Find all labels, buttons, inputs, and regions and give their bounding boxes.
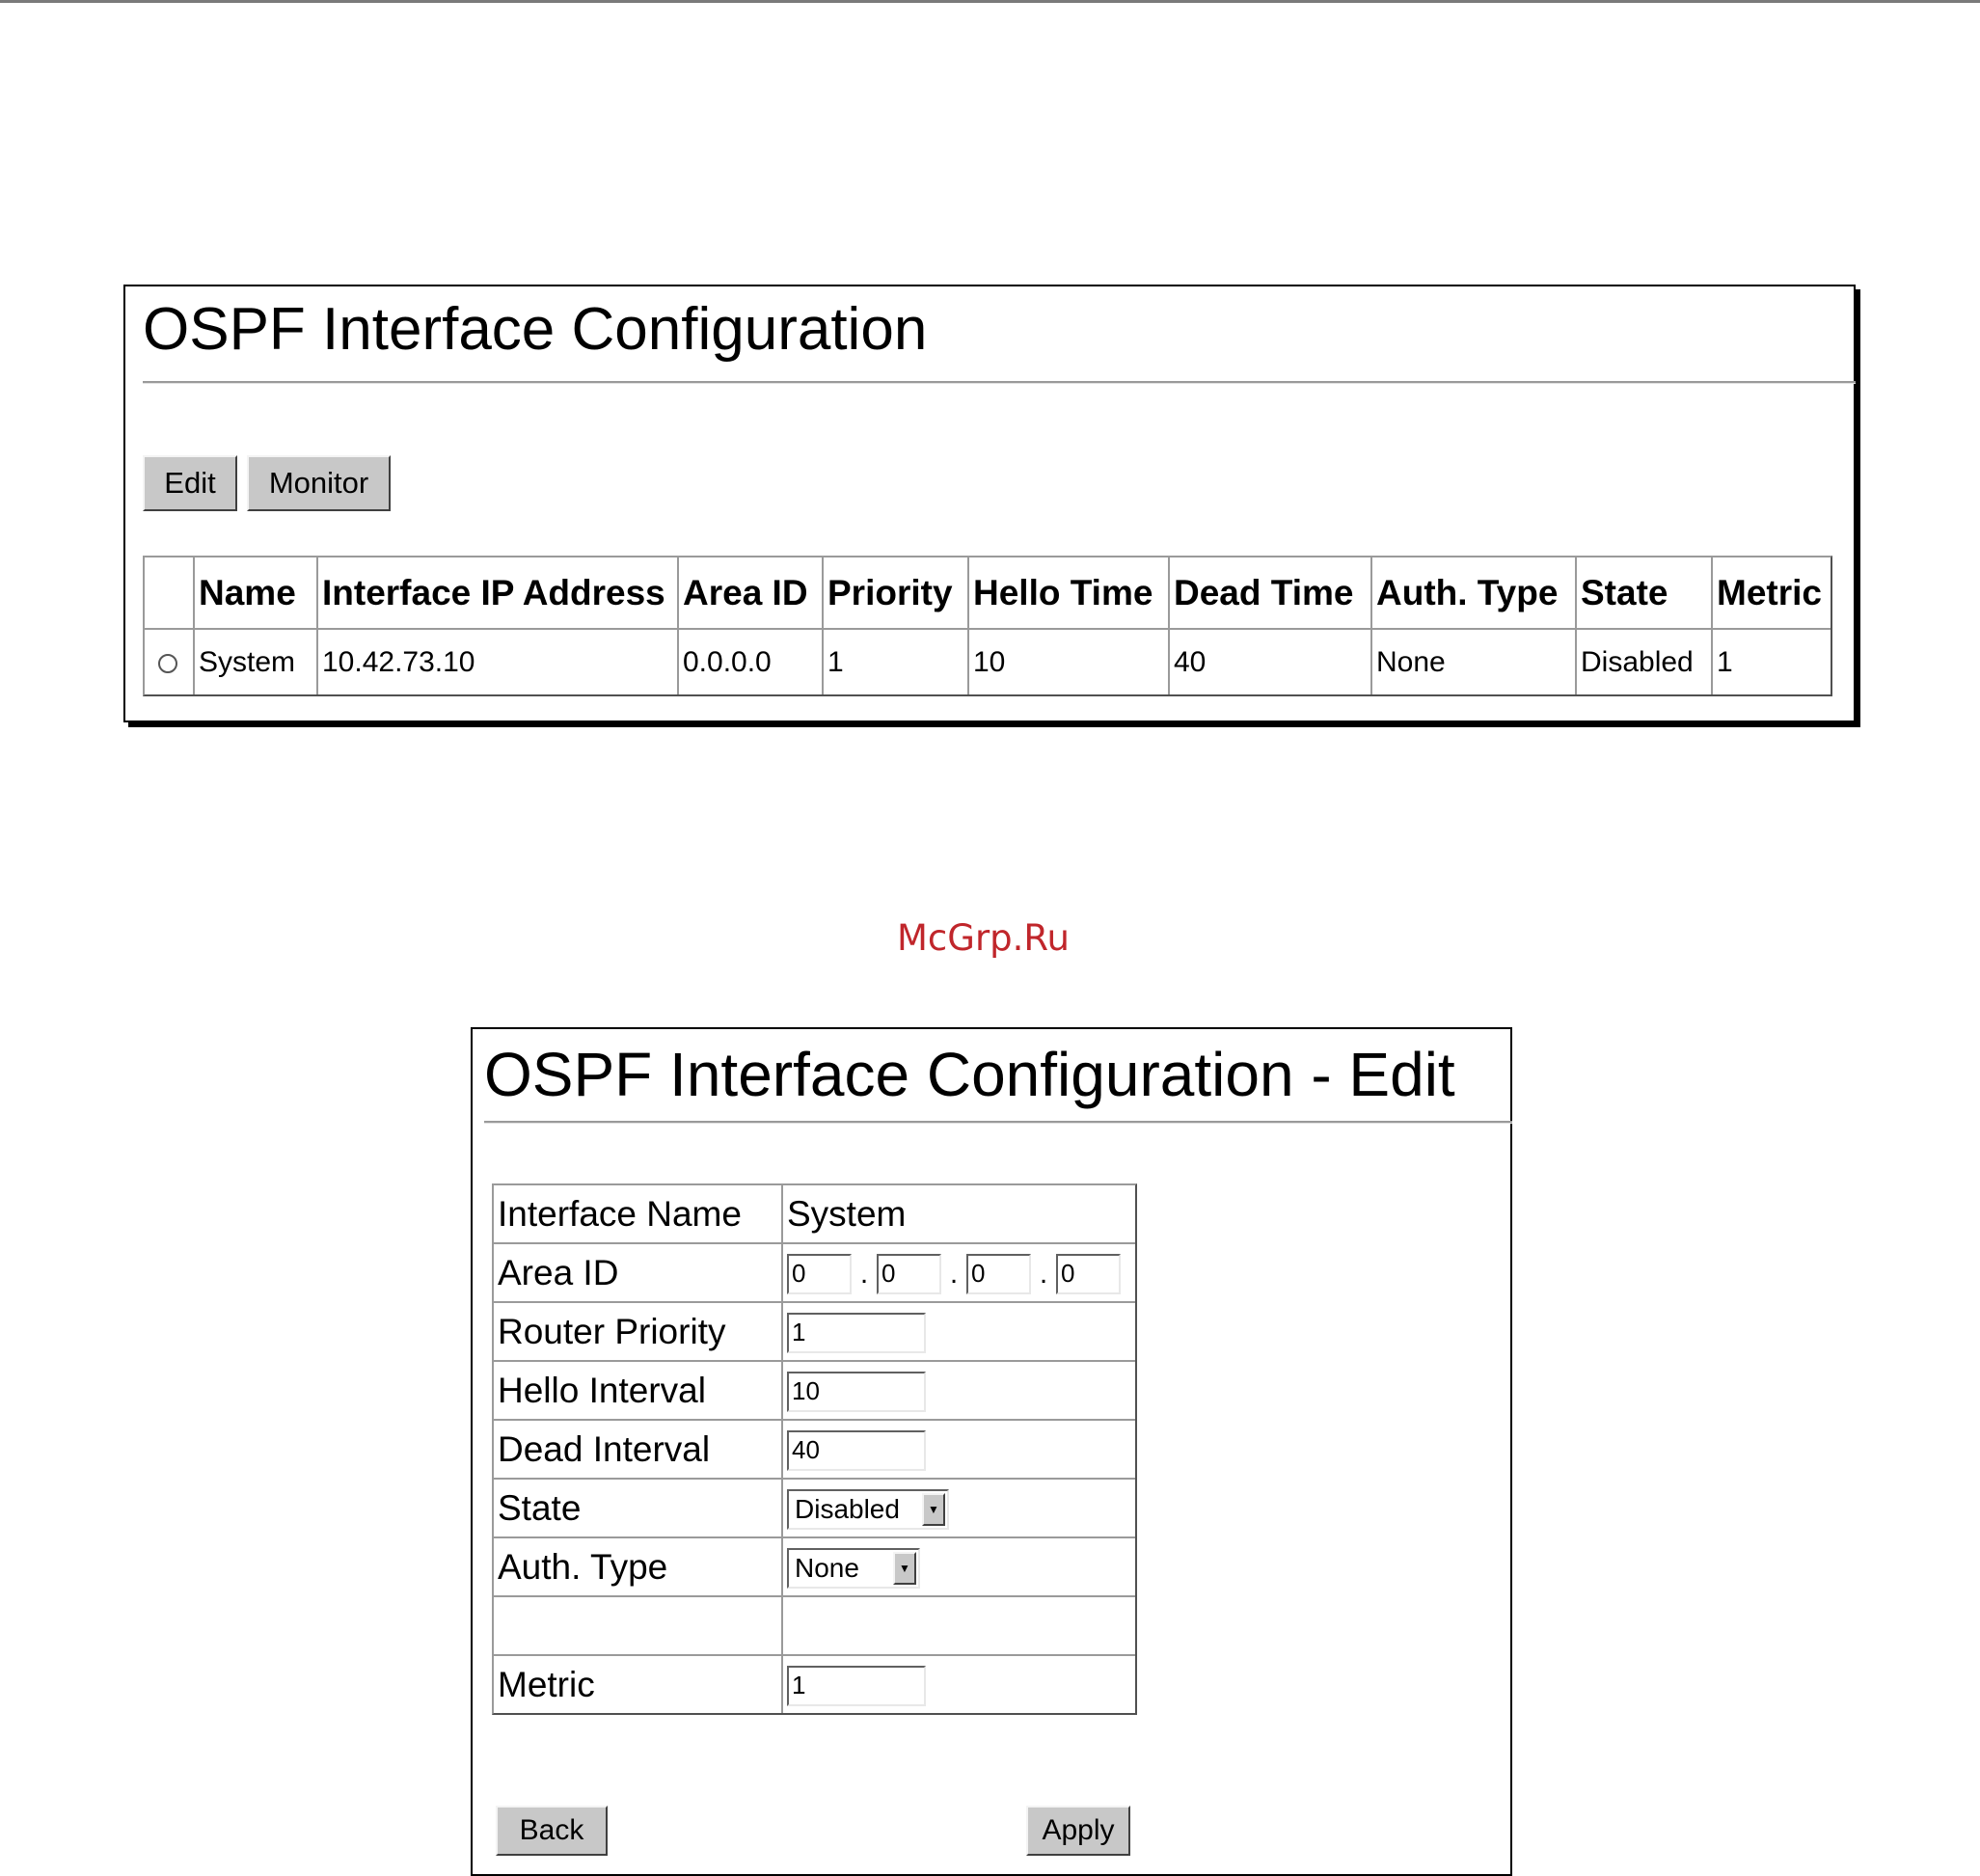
state-select[interactable]	[787, 1489, 949, 1530]
form-row-interface-name	[494, 1185, 1135, 1244]
cell-auth-type: None	[1372, 630, 1577, 694]
ospf-interface-edit-panel	[471, 1027, 1512, 1876]
form-row-metric	[494, 1656, 1135, 1713]
column-header-auth-type: Auth. Type	[1372, 557, 1577, 630]
form-row-dead-interval	[494, 1421, 1135, 1480]
chevron-down-icon[interactable]: ▼	[893, 1552, 916, 1585]
cell-ip: 10.42.73.10	[318, 630, 679, 694]
table-row	[145, 630, 1831, 694]
auth-type-select-value: None	[795, 1552, 859, 1583]
state-cell	[783, 1480, 1135, 1538]
edit-form-table	[492, 1183, 1137, 1715]
state-label: State	[494, 1480, 783, 1538]
form-row-area-id	[494, 1244, 1135, 1303]
form-row-state	[494, 1480, 1135, 1538]
ospf-interface-list-panel	[123, 285, 1856, 722]
form-row-router-priority	[494, 1303, 1135, 1362]
state-select-value: Disabled	[795, 1493, 900, 1524]
area-id-octet-3-input[interactable]	[966, 1254, 1031, 1294]
cell-state: Disabled	[1577, 630, 1713, 694]
row-select-radio[interactable]	[158, 654, 177, 673]
area-id-separator: .	[1039, 1258, 1048, 1291]
column-header-hello-time: Hello Time	[969, 557, 1170, 630]
auth-type-cell	[783, 1538, 1135, 1597]
cell-metric: 1	[1717, 645, 1733, 678]
column-header-metric: Metric	[1713, 557, 1831, 630]
page-title: OSPF Interface Configuration	[143, 296, 928, 363]
area-id-separator: .	[949, 1258, 959, 1291]
interface-name-label: Interface Name	[494, 1185, 783, 1244]
cell-hello-time: 10	[969, 630, 1170, 694]
column-header-dead-time: Dead Time	[1170, 557, 1372, 630]
column-header-state: State	[1577, 557, 1713, 630]
column-header-area-id: Area ID	[679, 557, 824, 630]
form-row-hello-interval	[494, 1362, 1135, 1421]
metric-input[interactable]	[787, 1666, 926, 1706]
router-priority-input[interactable]	[787, 1313, 926, 1353]
ospf-interface-table	[143, 556, 1832, 696]
interface-name-value: System	[783, 1185, 1135, 1244]
cell-dead-time: 40	[1170, 630, 1372, 694]
area-id-octet-4-input[interactable]	[1056, 1254, 1121, 1294]
back-button[interactable]: Back	[496, 1806, 608, 1856]
edit-title-divider	[484, 1121, 1512, 1124]
dead-interval-input[interactable]	[787, 1430, 926, 1471]
chevron-down-icon[interactable]: ▼	[922, 1493, 945, 1526]
apply-button[interactable]: Apply	[1026, 1806, 1130, 1856]
dead-interval-label: Dead Interval	[494, 1421, 783, 1480]
metric-label: Metric	[494, 1656, 783, 1713]
form-row-empty	[494, 1597, 1135, 1656]
cell-priority: 1	[824, 630, 969, 694]
area-id-octet-1-input[interactable]	[787, 1254, 852, 1294]
watermark-text: McGrp.Ru	[897, 917, 1070, 959]
title-divider	[143, 381, 1856, 384]
column-header-ip: Interface IP Address	[318, 557, 679, 630]
hello-interval-cell	[783, 1362, 1135, 1421]
router-priority-cell	[783, 1303, 1135, 1362]
empty-label-cell	[494, 1597, 783, 1656]
column-header-priority: Priority	[824, 557, 969, 630]
metric-cell	[783, 1656, 1135, 1713]
dead-interval-cell	[783, 1421, 1135, 1480]
auth-type-label: Auth. Type	[494, 1538, 783, 1597]
empty-value-cell	[783, 1597, 1135, 1656]
row-select-cell	[145, 630, 195, 694]
edit-page-title: OSPF Interface Configuration - Edit	[484, 1040, 1455, 1109]
column-header-select	[145, 557, 195, 630]
area-id-fields	[783, 1244, 1135, 1303]
monitor-button[interactable]: Monitor	[247, 455, 391, 511]
cell-name: System	[195, 630, 318, 694]
column-header-name: Name	[195, 557, 318, 630]
hello-interval-label: Hello Interval	[494, 1362, 783, 1421]
area-id-label: Area ID	[494, 1244, 783, 1303]
edit-button[interactable]: Edit	[143, 455, 237, 511]
area-id-separator: .	[859, 1258, 869, 1291]
table-header-row	[145, 557, 1831, 630]
hello-interval-input[interactable]	[787, 1372, 926, 1412]
page-top-rule	[0, 0, 1980, 3]
router-priority-label: Router Priority	[494, 1303, 783, 1362]
auth-type-select[interactable]	[787, 1548, 920, 1589]
area-id-octet-2-input[interactable]	[877, 1254, 941, 1294]
cell-area-id: 0.0.0.0	[679, 630, 824, 694]
form-row-auth-type	[494, 1538, 1135, 1597]
